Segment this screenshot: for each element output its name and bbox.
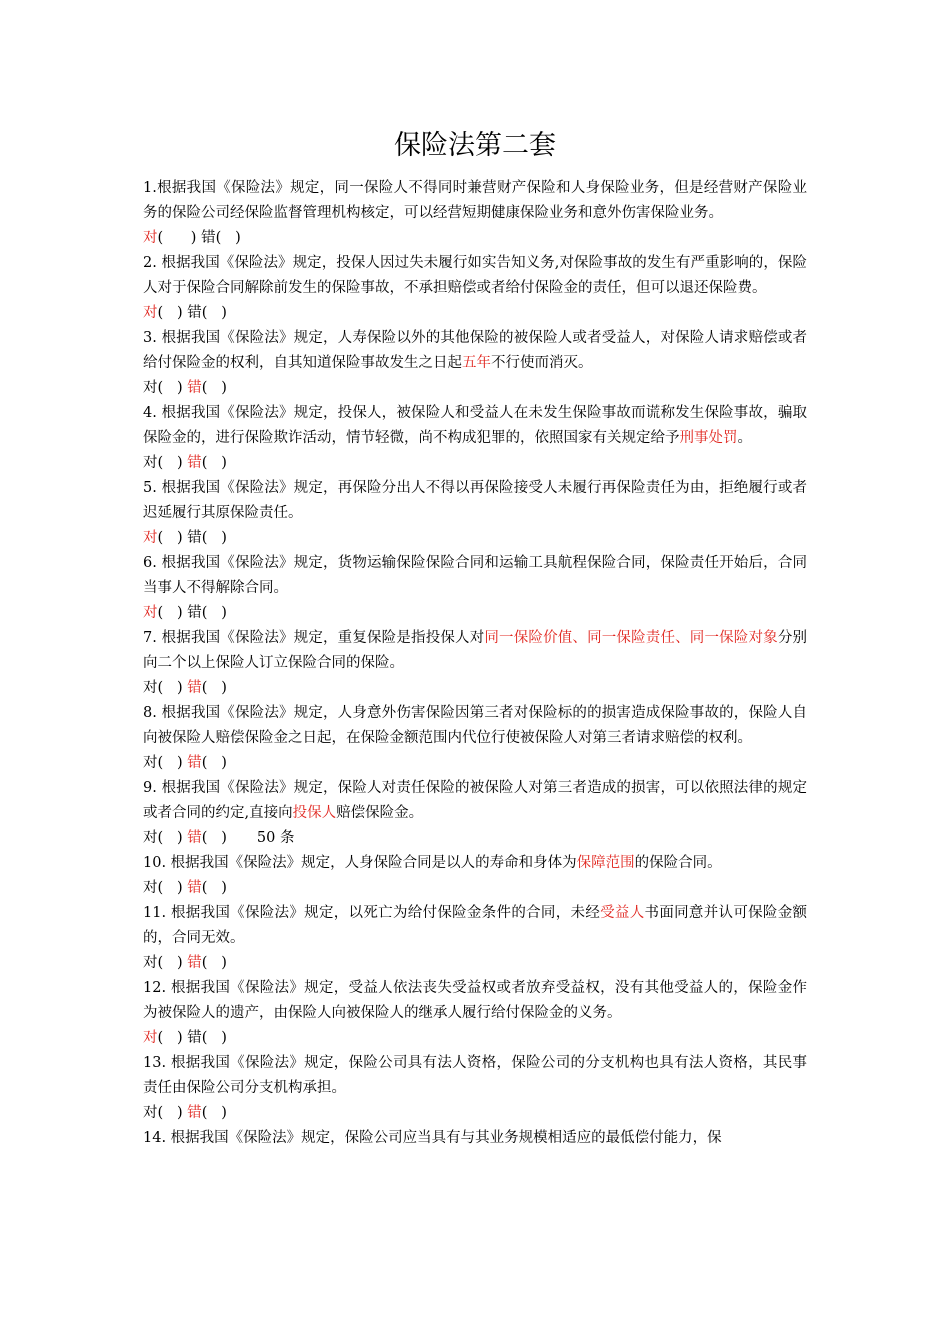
true-option[interactable]: 对 [143, 455, 158, 471]
question-text [143, 1051, 807, 1101]
question-text [143, 326, 807, 376]
false-option[interactable]: 错 [187, 605, 202, 621]
question-segment: 书面同意并认可保险金额的，合同无效。 [143, 905, 808, 946]
true-blank: ( ) [157, 605, 183, 621]
true-blank: ( ) [157, 1105, 183, 1121]
true-blank: ( ) [157, 305, 183, 321]
question-text [143, 401, 807, 451]
false-blank: ( ) [201, 880, 227, 896]
false-blank: ( ) [201, 1105, 227, 1121]
false-blank: ( ) [215, 230, 241, 246]
true-blank: ( ) [157, 680, 183, 696]
highlighted-text: 投保人 [292, 805, 337, 821]
answer-line [143, 226, 807, 251]
answer-line [143, 876, 807, 901]
question-segment: 2. 根据我国《保险法》规定，投保人因过失未履行如实告知义务,对保险事故的发生有严重影响的，保险人对于保险合同解除前发生的保险事故，不承担赔偿或者给付保险金的责任，但可以退还保险费。 [143, 255, 807, 296]
true-option[interactable]: 对 [143, 530, 158, 546]
question-segment: 。 [737, 430, 752, 446]
true-option[interactable]: 对 [143, 955, 158, 971]
answer-line [143, 951, 807, 976]
question-segment: 13. 根据我国《保险法》规定，保险公司具有法人资格，保险公司的分支机构也具有法人资格，其民事责任由保险公司分支机构承担。 [143, 1055, 807, 1096]
question-segment: 不行使而消灭。 [491, 355, 593, 371]
false-option[interactable]: 错 [187, 830, 202, 846]
question-segment: 3. 根据我国《保险法》规定，人寿保险以外的其他保险的被保险人或者受益人，对保险人请求赔偿或者给付保险金的权利，自其知道保险事故发生之日起 [143, 330, 807, 371]
question-text [143, 901, 807, 951]
true-blank: ( ) [157, 755, 183, 771]
false-blank: ( ) [201, 305, 227, 321]
question-text [143, 701, 807, 751]
document-title: 保险法第二套 [394, 130, 556, 161]
question-segment: 14. 根据我国《保险法》规定，保险公司应当具有与其业务规模相适应的最低偿付能力，保 [143, 1130, 722, 1146]
question-segment: 赔偿保险金。 [336, 805, 424, 821]
question-segment: 的保险合同。 [634, 855, 722, 871]
false-blank: ( ) [201, 530, 227, 546]
true-blank: ( ) [157, 380, 183, 396]
false-option[interactable]: 错 [201, 230, 216, 246]
false-option[interactable]: 错 [187, 380, 202, 396]
false-blank: ( ) [201, 605, 227, 621]
true-blank: ( ) [157, 830, 183, 846]
highlighted-text: 刑事处罚 [679, 430, 738, 446]
answer-line [143, 526, 807, 551]
true-option[interactable]: 对 [143, 380, 158, 396]
highlighted-text: 同一保险价值、同一保险责任、同一保险对象 [484, 630, 778, 646]
question-segment: 12. 根据我国《保险法》规定，受益人依法丧失受益权或者放弃受益权，没有其他受益人的，保险金作为被保险人的遗产，由保险人向被保险人的继承人履行给付保险金的义务。 [143, 980, 807, 1021]
question-segment: 11. 根据我国《保险法》规定，以死亡为给付保险金条件的合同，未经 [143, 905, 601, 921]
answer-line [143, 1026, 807, 1051]
answer-line [143, 1101, 807, 1126]
answer-line [143, 601, 807, 626]
false-blank: ( ) [201, 455, 227, 471]
question-text [143, 176, 807, 226]
question-segment: 分别向二个以上保险人订立保险合同的保险。 [143, 630, 807, 671]
false-option[interactable]: 错 [187, 955, 202, 971]
question-text [143, 476, 807, 526]
true-blank: ( ) [157, 455, 183, 471]
highlighted-text: 保障范围 [576, 855, 635, 871]
true-option[interactable]: 对 [143, 1030, 158, 1046]
false-option[interactable]: 错 [187, 680, 202, 696]
question-segment: 1.根据我国《保险法》规定，同一保险人不得同时兼营财产保险和人身保险业务，但是经营财产保险业务的保险公司经保险监督管理机构核定，可以经营短期健康保险业务和意外伤害保险业务。 [143, 180, 807, 221]
question-text [143, 976, 807, 1026]
answer-line [143, 676, 807, 701]
true-option[interactable]: 对 [143, 605, 158, 621]
article-note: 50 条 [256, 830, 295, 846]
false-blank: ( ) [201, 680, 227, 696]
false-option[interactable]: 错 [187, 455, 202, 471]
true-blank: ( ) [157, 530, 183, 546]
question-text [143, 551, 807, 601]
false-option[interactable]: 错 [187, 1105, 202, 1121]
true-blank: ( ) [157, 880, 183, 896]
answer-line [143, 451, 807, 476]
false-blank: ( ) [201, 1030, 227, 1046]
highlighted-text: 受益人 [600, 905, 645, 921]
true-blank: ( ) [157, 230, 197, 246]
true-blank: ( ) [157, 1030, 183, 1046]
true-option[interactable]: 对 [143, 305, 158, 321]
question-segment: 5. 根据我国《保险法》规定，再保险分出人不得以再保险接受人未履行再保险责任为由，拒绝履行或者迟延履行其原保险责任。 [143, 480, 807, 521]
true-blank: ( ) [157, 955, 183, 971]
true-option[interactable]: 对 [143, 230, 158, 246]
question-segment: 10. 根据我国《保险法》规定，人身保险合同是以人的寿命和身体为 [143, 855, 577, 871]
question-text [143, 1126, 807, 1151]
true-option[interactable]: 对 [143, 830, 158, 846]
question-segment: 9. 根据我国《保险法》规定，保险人对责任保险的被保险人对第三者造成的损害，可以依照法律的规定或者合同的约定,直接向 [143, 780, 807, 821]
question-text [143, 251, 807, 301]
question-text [143, 626, 807, 676]
question-segment: 7. 根据我国《保险法》规定，重复保险是指投保人对 [143, 630, 485, 646]
answer-line [143, 376, 807, 401]
true-option[interactable]: 对 [143, 755, 158, 771]
question-segment: 6. 根据我国《保险法》规定，货物运输保险保险合同和运输工具航程保险合同，保险责任开始后，合同当事人不得解除合同。 [143, 555, 807, 596]
answer-line [143, 301, 807, 326]
true-option[interactable]: 对 [143, 880, 158, 896]
false-blank: ( ) [201, 755, 227, 771]
question-text [143, 851, 807, 876]
false-blank: ( ) [201, 955, 227, 971]
answer-line [143, 826, 807, 851]
highlighted-text: 五年 [462, 355, 491, 371]
false-option[interactable]: 错 [187, 1030, 202, 1046]
false-blank: ( ) [201, 830, 227, 846]
false-option[interactable]: 错 [187, 755, 202, 771]
false-option[interactable]: 错 [187, 305, 202, 321]
document-page [143, 120, 807, 1151]
false-option[interactable]: 错 [187, 880, 202, 896]
false-option[interactable]: 错 [187, 530, 202, 546]
true-option[interactable]: 对 [143, 680, 158, 696]
question-list [143, 176, 807, 1151]
question-text [143, 776, 807, 826]
true-option[interactable]: 对 [143, 1105, 158, 1121]
answer-line [143, 751, 807, 776]
question-segment: 4. 根据我国《保险法》规定，投保人，被保险人和受益人在未发生保险事故而谎称发生保险事故，骗取保险金的，进行保险欺诈活动，情节轻微，尚不构成犯罪的，依照国家有关规定给予 [143, 405, 807, 446]
question-segment: 8. 根据我国《保险法》规定，人身意外伤害保险因第三者对保险标的的损害造成保险事故的，保险人自向被保险人赔偿保险金之日起，在保险金额范围内代位行使被保险人对第三者请求赔偿的权利。 [143, 705, 807, 746]
false-blank: ( ) [201, 380, 227, 396]
